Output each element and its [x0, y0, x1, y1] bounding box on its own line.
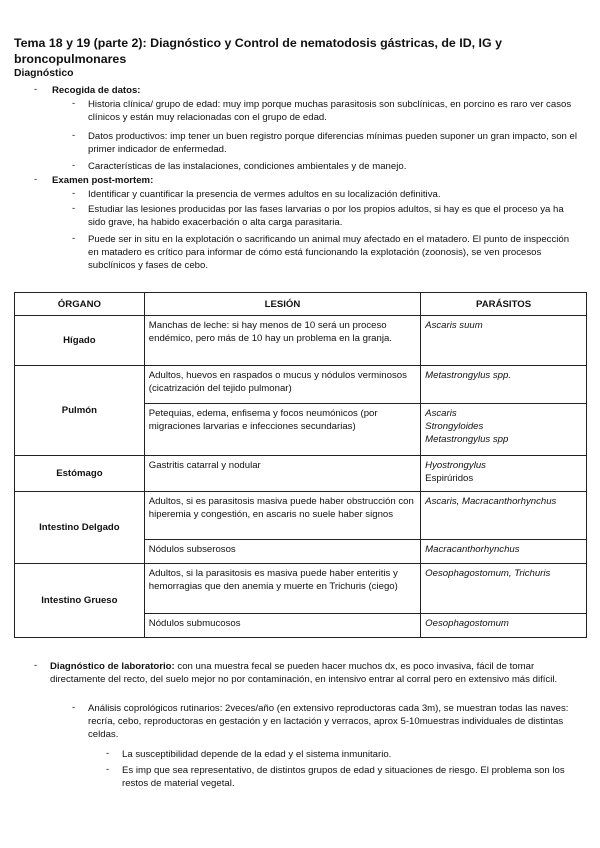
lab-sub-item: Análisis coprológicos rutinarios: 2veces/año (en extensivo reproductoras cada 3m), se muestran todas las naves: recría, cebo, reproductoras en gestación y en lactación y verracos, aprox 5-10muestras individuales de distintas celdas. — [88, 703, 569, 741]
lesion-cell: Manchas de leche: si hay menos de 10 será un proceso endémico, pero más de 10 hay un problema en la granja. — [144, 316, 420, 366]
lab-paragraph — [50, 660, 584, 686]
examen-item: Identificar y cuantificar la presencia de vermes adultos en su localización definitiva. — [88, 189, 441, 200]
lab-heading: Diagnóstico de laboratorio: — [50, 661, 175, 672]
header-lesion: LESIÓN — [144, 293, 420, 316]
parasite-cell: Oesophagostomum, Trichuris — [421, 564, 587, 614]
lab-text: con una muestra fecal se pueden hacer muchos dx, es poco invasiva, fácil de tomar directamente del recto, del suelo mejor no por contaminación, en intensivo entrar al corral pero en extensivo más difícil. — [50, 661, 558, 686]
examen-item: Estudiar las lesiones producidas por las fases larvarias o por los propios adultos, si hay es que el proceso ya ha sido grave, ha habido exacerbación o alta carga parasitaria. — [88, 204, 564, 229]
organ-cell: Pulmón — [15, 366, 145, 456]
page-title: Tema 18 y 19 (parte 2): Diagnóstico y Control de nematodosis gástricas, de ID, IG y broncopulmonares — [14, 36, 502, 66]
lab-subsub-item: La susceptibilidad depende de la edad y el sistema inmunitario. — [122, 749, 392, 760]
organ-cell: Hígado — [15, 316, 145, 366]
lesion-cell: Nódulos subserosos — [144, 540, 420, 564]
recogida-heading: Recogida de datos: — [52, 85, 141, 96]
parasite-name: Metastrongylus spp — [425, 434, 509, 445]
lesion-cell: Gastritis catarral y nodular — [144, 456, 420, 492]
bullet-dash: - — [72, 233, 76, 244]
bullet-dash: - — [72, 188, 76, 199]
parasite-cell: Oesophagostomum — [421, 614, 587, 638]
recogida-item: Datos productivos: imp tener un buen registro porque diferencias mínimas pueden suponer un gran impacto, son el primer indicador de enfermedad. — [88, 131, 578, 156]
parasite-name: Espirúridos — [425, 473, 474, 484]
examen-heading: Examen post-mortem: — [52, 175, 154, 186]
bullet-dash: - — [106, 748, 110, 759]
bullet-dash: - — [34, 174, 38, 185]
recogida-item: Historia clínica/ grupo de edad: muy imp porque muchas parasitosis son subclínicas, en porcino es raro ver casos clínicos y están muy relacionadas con el grupo de edad. — [88, 99, 572, 124]
parasite-name: Hyostrongylus — [425, 460, 486, 471]
table-row — [15, 316, 587, 366]
parasite-name: Ascaris — [425, 408, 457, 419]
organ-cell: Intestino Grueso — [15, 564, 145, 638]
table-row — [15, 366, 587, 404]
header-parasitos: PARÁSITOS — [421, 293, 587, 316]
table-row — [15, 492, 587, 540]
lab-subsub-item: Es imp que sea representativo, de distintos grupos de edad y situaciones de riesgo. El problema son los restos de material vegetal. — [122, 765, 565, 790]
bullet-dash: - — [72, 203, 76, 214]
bullet-dash: - — [106, 764, 110, 775]
bullet-dash: - — [34, 84, 38, 95]
table-header-row — [15, 293, 587, 316]
lesion-table — [14, 292, 587, 638]
bullet-dash: - — [34, 660, 38, 671]
bullet-dash: - — [72, 98, 76, 109]
parasite-cell: Macracanthorhynchus — [421, 540, 587, 564]
parasite-cell — [421, 404, 587, 456]
parasite-cell: Ascaris suum — [421, 316, 587, 366]
bullet-dash: - — [72, 160, 76, 171]
examen-item: Puede ser in situ en la explotación o sacrificando un animal muy afectado en el matadero. El punto de inspección en matadero es crítico para informar de cómo está funcionando la explotación (zoonosis), se ven procesos subclínicos y fases de cebo. — [88, 234, 570, 272]
parasite-name: Strongyloides — [425, 421, 484, 432]
lesion-cell: Adultos, si la parasitosis es masiva puede haber enteritis y hemorragias que den anemia y muerte en Trichuris (ciego) — [144, 564, 420, 614]
lesion-cell: Petequias, edema, enfisema y focos neumónicos (por migraciones larvarias e infecciones secundarias) — [144, 404, 420, 456]
organ-cell: Estómago — [15, 456, 145, 492]
bullet-dash: - — [72, 130, 76, 141]
lesion-cell: Nódulos submucosos — [144, 614, 420, 638]
header-organo: ÓRGANO — [15, 293, 145, 316]
lesion-cell: Adultos, huevos en raspados o mucus y nódulos verminosos (cicatrización del tejido pulmonar) — [144, 366, 420, 404]
parasite-cell: Ascaris, Macracanthorhynchus — [421, 492, 587, 540]
table-row — [15, 456, 587, 492]
table-row — [15, 564, 587, 614]
recogida-item: Características de las instalaciones, condiciones ambientales y de manejo. — [88, 161, 407, 172]
bullet-dash: - — [72, 702, 76, 713]
lesion-cell: Adultos, si es parasitosis masiva puede haber obstrucción con hiperemia y congestión, en ascaris no suele haber signos — [144, 492, 420, 540]
parasite-cell — [421, 456, 587, 492]
parasite-cell: Metastrongylus spp. — [421, 366, 587, 404]
section-heading: Diagnóstico — [14, 68, 74, 79]
organ-cell: Intestino Delgado — [15, 492, 145, 564]
